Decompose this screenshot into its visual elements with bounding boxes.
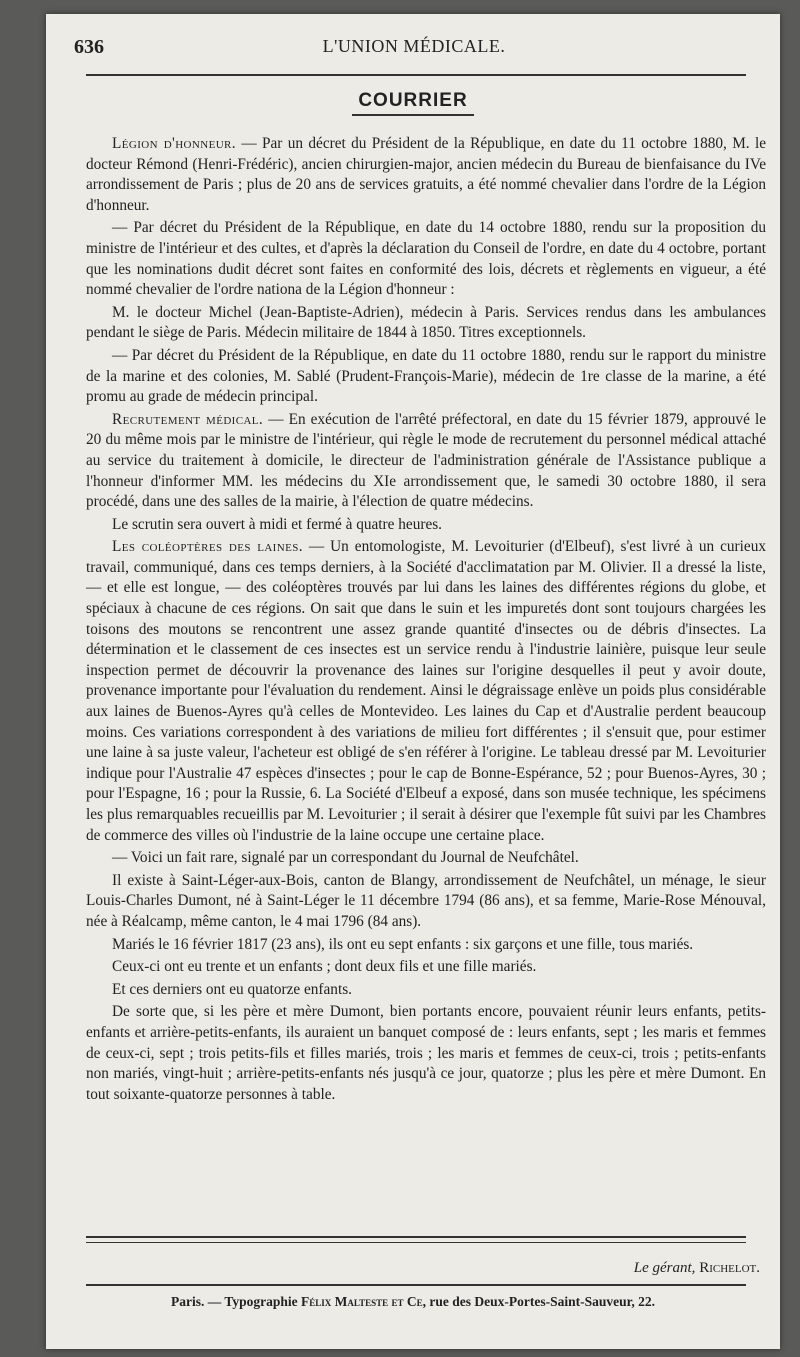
signature-name: Richelot. bbox=[699, 1260, 760, 1276]
paragraph: De sorte que, si les père et mère Dumont, bien portants encore, pouvaient réunir leurs enfants, petits-enfants et arrière-petits-enfants, ils auraient un banquet composé de : leurs enfants, sept ; les maris et femmes de ceux-ci, sept ; trois petits-fils et filles mariés, trois ; les maris et femmes de ceux-ci, trois ; petits-enfants non mariés, vingt-huit ; arrière-petits-enfants nés jusqu'à ce jour, quatorze ; plus les père et mère Dumont. En tout soixante-quatorze personnes à table. bbox=[86, 1003, 766, 1103]
imprint-rule bbox=[86, 1284, 746, 1286]
paragraph: — Par décret du Président de la République, en date du 14 octobre 1880, rendu sur la proposition du ministre de l'intérieur et des cultes, et d'après la déclaration du Conseil de l'ordre, en date du 4 octobre, portant que les nominations dudit décret sont faites en conformité des lois, décrets et règlements en vigueur, a été nommé chevalier de l'ordre nationa de la Légion d'honneur : bbox=[86, 219, 766, 299]
printer-name: Félix Malteste et Ce bbox=[301, 1294, 423, 1309]
paragraph: Les coléoptères des laines. — Un entomologiste, M. Levoiturier (d'Elbeuf), s'est livré à un curieux travail, communiqué, dans ces temps derniers, à la Société d'acclimatation par M. Olivier. Il a dressé la liste, — et elle est longue, — des coléoptères trouvés par lui dans les laines des différentes régions du globe, et spéciaux à chacune de ces régions. On sait que dans le suin et les impuretés dont sont toujours chargées les toisons des moutons se rencontrent une assez grande quantité d'insectes ou de débris d'insectes. La détermination et le classement de ces insectes est un service rendu à l'industrie lainière, puisque leur seule inspection permet de découvrir la provenance des laines sur l'origine desquelles il peut y avoir doute, provenance importante pour l'évaluation du rendement. Ainsi le dégraissage enlève un poids plus considérable aux laines de Buenos-Ayres qu'à celles de Montevideo. Les laines du Cap et d'Australie perdent beaucoup moins. Ces variations correspondent à des variations de milieu fort différentes ; il s'ensuit que, pour estimer une laine à sa juste valeur, l'acheteur est obligé de s'en référer à l'origine. Le tableau dressé par M. Levoiturier indique pour l'Australie 47 espèces d'insectes ; pour le cap de Bonne-Espérance, 52 ; pour Buenos-Ayres, 30 ; pour l'Espagne, 16 ; pour la Russie, 6. La Société d'Elbeuf a exposé, dans son musée technique, les spécimens les plus remarquables recueillis par M. Levoiturier ; il serait à désirer que l'exemple fût suivi par les Chambres de commerce des villes où l'industrie de la laine occupe une certaine place. bbox=[86, 538, 766, 844]
paragraph-lead: Légion d'honneur. bbox=[112, 135, 237, 152]
paragraph: Il existe à Saint-Léger-aux-Bois, canton de Blangy, arrondissement de Neufchâtel, un ménage, le sieur Louis-Charles Dumont, né à Saint-Léger le 11 décembre 1794 (86 ans), et sa femme, Marie-Rose Ménouval, née à Réalcamp, même canton, le 4 mai 1796 (84 ans). bbox=[86, 871, 766, 930]
paragraph: — Par décret du Président de la République, en date du 11 octobre 1880, rendu sur le rapport du ministre de la marine et des colonies, M. Sablé (Prudent-François-Marie), médecin de 1re classe de la marine, a été promu au grade de médecin principal. bbox=[86, 346, 766, 406]
closing-rule bbox=[86, 1236, 746, 1238]
paragraph-lead: Les coléoptères des laines. bbox=[112, 538, 303, 556]
header-rule bbox=[86, 74, 746, 76]
page-header bbox=[74, 34, 754, 64]
paragraph: — Voici un fait rare, signalé par un correspondant du Journal de Neufchâtel. bbox=[112, 849, 579, 867]
page-number: 636 bbox=[74, 36, 104, 58]
imprint: Paris. — Typographie Félix Malteste et Ce, rue des Deux-Portes-Saint-Sauveur, 22. bbox=[171, 1294, 655, 1309]
paragraph: Et ces derniers ont eu quatorze enfants. bbox=[112, 980, 352, 998]
running-title: L'UNION MÉDICALE. bbox=[322, 36, 506, 56]
paragraph: Le scrutin sera ouvert à midi et fermé à quatre heures. bbox=[112, 515, 443, 533]
signature bbox=[634, 1260, 760, 1277]
section-title bbox=[46, 90, 780, 116]
signature-role: Le gérant, bbox=[633, 1260, 696, 1276]
paragraph-lead: Recrutement médical. bbox=[112, 410, 264, 428]
paragraph: Légion d'honneur. — Par un décret du Président de la République, en date du 11 octobre 1880, M. le docteur Rémond (Henri-Frédéric), ancien chirurgien-major, ancien médecin du Bureau de bienfaisance du IVe arrondissement de Paris ; plus de 20 ans de services gratuits, a été nommé chevalier dans l'ordre de la Légion d'honneur. bbox=[86, 135, 767, 214]
paragraph: Ceux-ci ont eu trente et un enfants ; dont deux fils et une fille mariés. bbox=[112, 958, 537, 976]
paragraph: Mariés le 16 février 1817 (23 ans), ils ont eu sept enfants : six garçons et une fille, tous mariés. bbox=[112, 935, 694, 953]
closing-rule-thin bbox=[86, 1242, 746, 1243]
paragraph: Recrutement médical. — En exécution de l'arrêté préfectoral, en date du 15 février 1879, approuvé le 20 du même mois par le ministre de l'intérieur, qui règle le mode de recrutement du personnel médical attaché au service du traitement à domicile, le directeur de l'administration générale de l'Assistance publique a l'honneur d'informer MM. les médecins du XIe arrondissement que, le samedi 30 octobre 1880, il sera procédé, dans une des salles de la mairie, à l'élection de quatre médecins. bbox=[86, 410, 766, 511]
newspaper-page bbox=[46, 14, 780, 1349]
paragraph: M. le docteur Michel (Jean-Baptiste-Adrien), médecin à Paris. Services rendus dans les ambulances pendant le siège de Paris. Médecin militaire de 1844 à 1850. Titres exceptionnels. bbox=[86, 303, 766, 342]
section-title-text: COURRIER bbox=[352, 90, 473, 116]
article-body bbox=[86, 134, 766, 1107]
